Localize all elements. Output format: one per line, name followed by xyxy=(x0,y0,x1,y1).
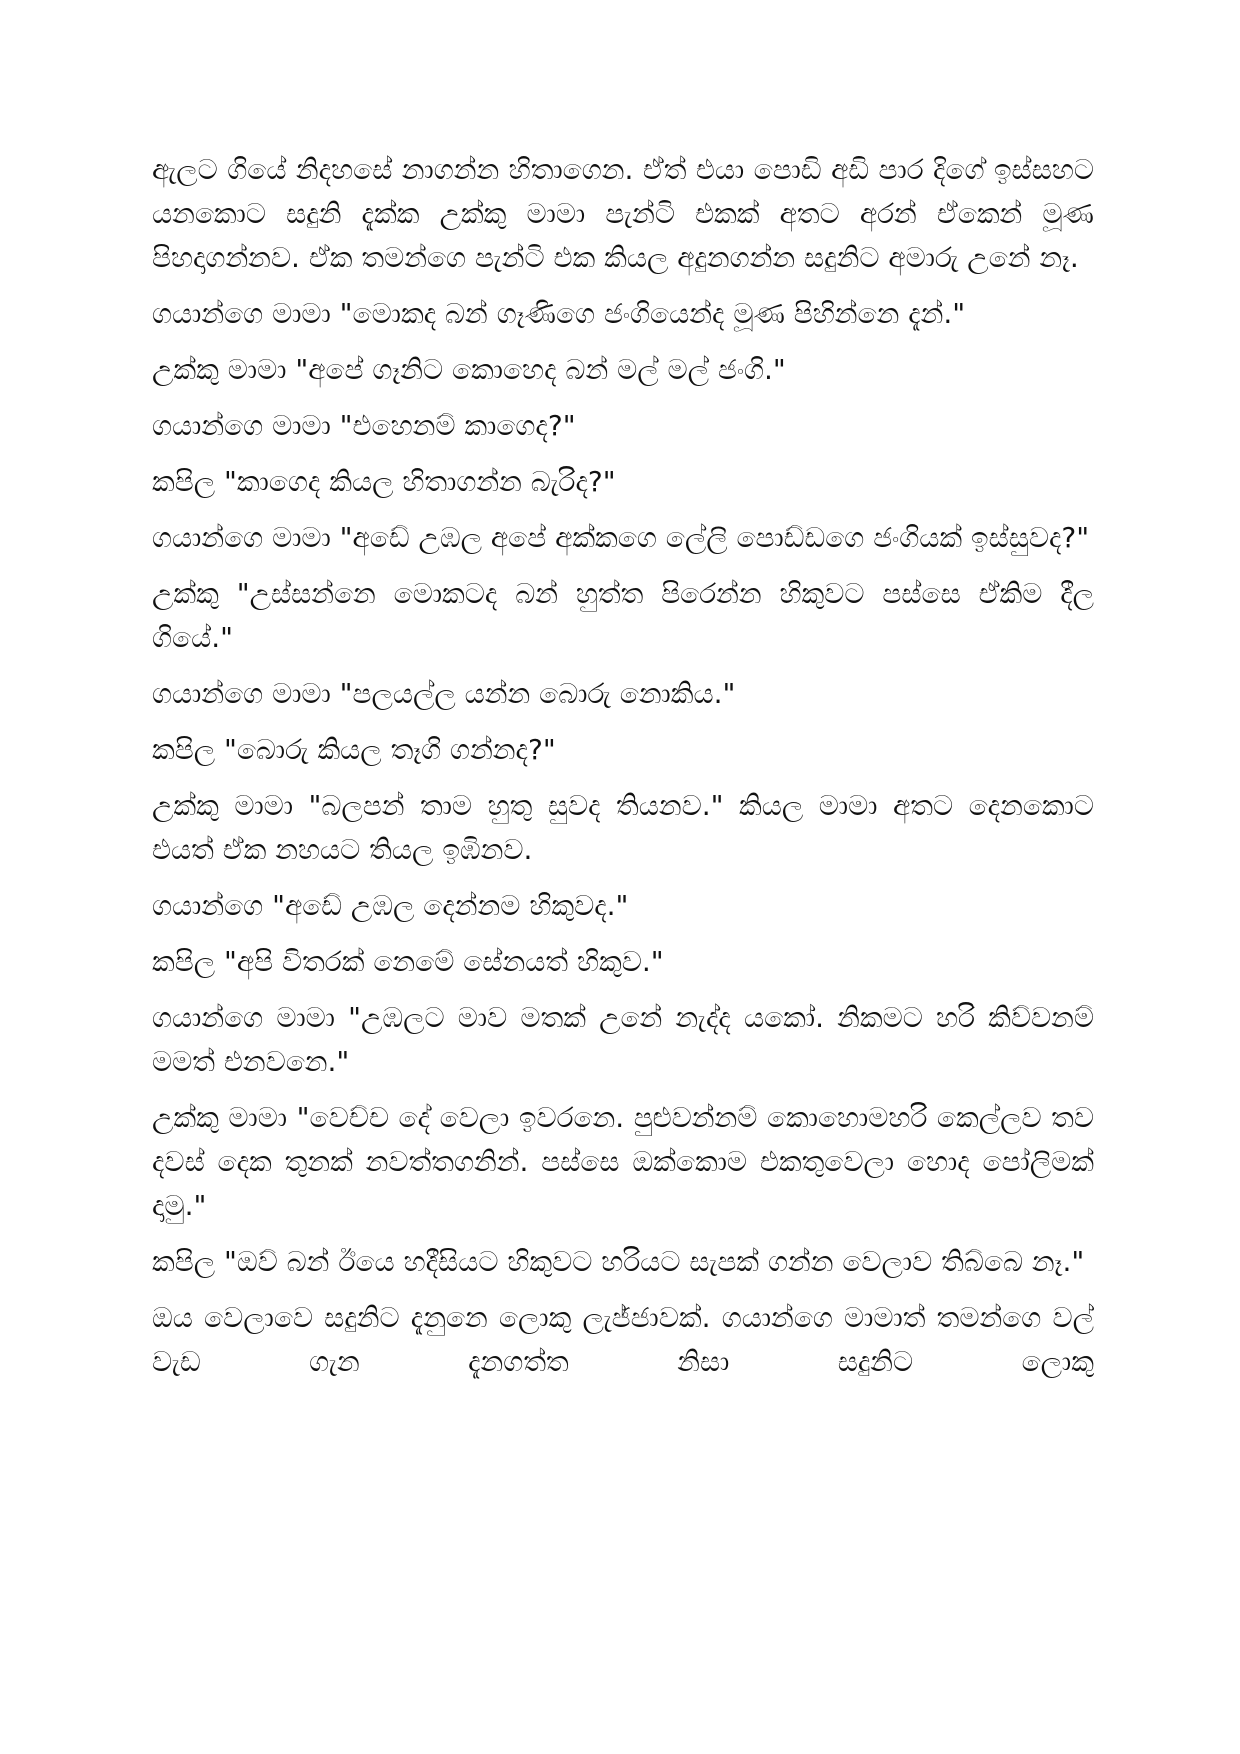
paragraph-4: ගයාන්ගෙ මාමා "එහෙනම් කාගෙද?" xyxy=(152,409,576,442)
paragraph-5: කපිල "කාගෙද කියල හිතාගන්න බැරිද?" xyxy=(152,465,616,498)
paragraph-12: කපිල "අපි විතරක් නෙමේ සේනයත් හිකුව." xyxy=(152,945,664,978)
paragraph-10: උක්කු මාමා "බලපන් තාම හුතු සුවද තියනව." කියල මාමා අතට දෙනකොට එයත් ඒක නහයට තියල ඉඹිනව. xyxy=(152,789,1094,866)
paragraph-15: කපිල "ඔව් බන් ඊයෙ හදීසියට හිකුවට හරියට සැපක් ගන්න වෙලාව තිබ්බෙ නෑ." xyxy=(152,1245,1085,1278)
paragraph-7: උක්කු "උස්සන්නෙ මොකටද බන් හුත්ත පිරෙන්න හිකුවට පස්සෙ ඒකිම දීල ගියේ." xyxy=(152,577,1094,654)
paragraph-8: ගයාන්ගෙ මාමා "පලයල්ල යන්න බොරු නොකිය." xyxy=(152,677,736,710)
paragraph-2: ගයාන්ගෙ මාමා "මොකද බන් ගෑණිගෙ ජංගියෙන්ද මූණ පිහින්නෙ දැන්." xyxy=(152,297,966,330)
paragraph-14: උක්කු මාමා "වෙච්ච දේ වෙලා ඉවරනෙ. පුළුවන්නම් කොහොමහරි කෙල්ලව තව දවස් දෙක තුනක් නවත්තගනින්. පස්සෙ ඔක්කොම එකතුවෙලා හොද පෝලිමක් දාමු." xyxy=(152,1101,1094,1222)
paragraph-13: ගයාන්ගෙ මාමා "උඹලට මාව මතක් උනේ නැද්ද යකෝ. නිකමට හරි කිව්වනම් මමත් එනවනෙ." xyxy=(152,1001,1094,1078)
paragraph-6: ගයාන්ගෙ මාමා "අඩේ උඹල අපේ අක්කගෙ ලේලි පොඩ්ඩගෙ ජංගියක් ඉස්සුවද?" xyxy=(152,521,1090,554)
paragraph-1: ඇලට ගියේ නිදහසේ නාගන්න හිතාගෙන. ඒත් එයා පොඩි අඩි පාර දිගේ ඉස්සහට යනකොට සදුනි දැක්ක උක්කු මාමා පැන්ටි එකක් අතට අරන් ඒකෙන් මූණ පිහදාගන්නව. ඒක තමන්ගෙ පැන්ටි එක කියල අදුනගන්න සදුනිට අමාරු උනේ නෑ. xyxy=(152,153,1094,274)
paragraph-16: ඔය වෙලාවෙ සදුනිට දැනුනෙ ලොකු ලැජ්ජාවක්. ගයාන්ගෙ මාමාත් තමන්ගෙ වල් වැඩ ගැන දැනගත්ත නිසා සදුනිට ලොකු xyxy=(152,1301,1094,1378)
paragraph-11: ගයාන්ගෙ "අඩේ උඹල දෙන්නම හිකුවද." xyxy=(152,889,629,922)
paragraph-3: උක්කු මාමා "අපේ ගෑනිට කොහෙද බන් මල් මල් ජංගි." xyxy=(152,353,786,386)
paragraph-9: කපිල "බොරු කියල තෑගි ගන්නද?" xyxy=(152,733,556,766)
story-text xyxy=(152,148,1094,1396)
